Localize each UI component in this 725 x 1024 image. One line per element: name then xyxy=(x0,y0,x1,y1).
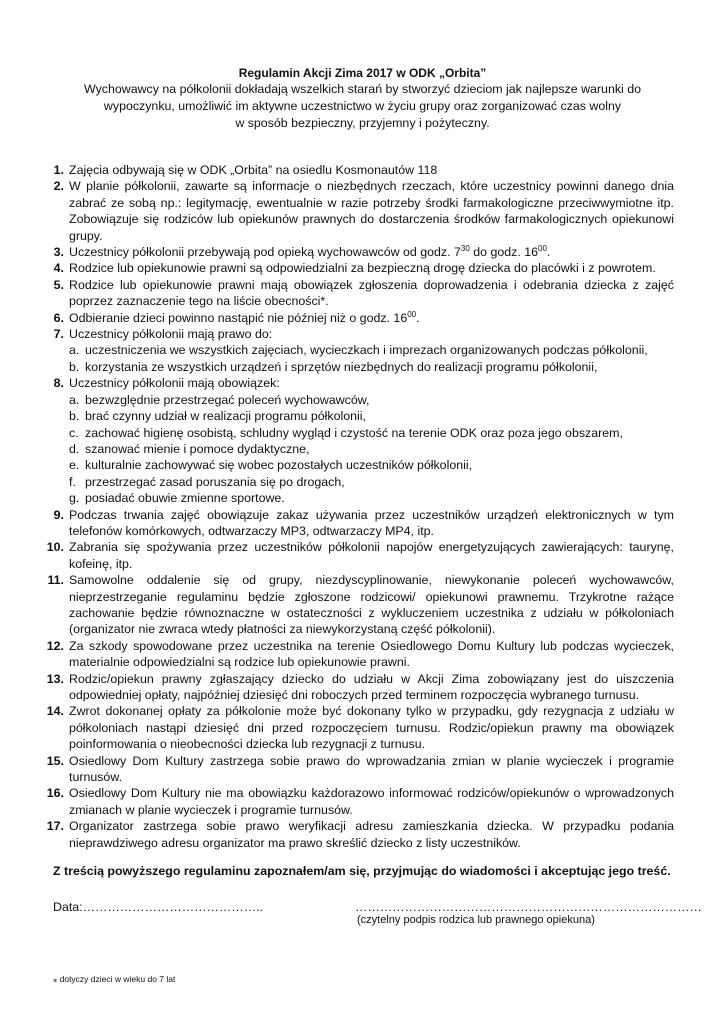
rule-text: . xyxy=(416,310,420,325)
rule-number: 8. xyxy=(53,376,64,391)
rule-text: Podczas trwania zajęć obowiązuje zakaz używania przez uczestników urządzeń elektronicznych w tym telefonów komórkowych, odtwarzaczy MP3, odtwarzaczy MP4, itp. xyxy=(69,507,674,538)
subitem-text: brać czynny udział w realizacji programu półkolonii, xyxy=(85,409,366,424)
rule-text: W planie półkolonii, zawarte są informacje o niezbędnych rzeczach, które uczestnicy powinni danego dnia zabrać ze sobą np.: legitymację, ewentualnie w razie potrzeby środki farmakologiczne przeciwwymiotne itp. Zobowiązuje się rodziców lub opiekunów prawnych do dostarczenia środków farmakologicznych opiekunowi grupy. xyxy=(69,179,674,243)
rule-number: 5. xyxy=(53,277,64,292)
signature-caption: (czytelny podpis rodzica lub prawnego opiekuna) xyxy=(357,914,595,926)
rule-7 xyxy=(0,326,674,342)
rule-number: 17. xyxy=(46,819,64,834)
rule-number: 6. xyxy=(53,310,64,325)
subitem-text: przestrzegać zasad poruszania się po drogach, xyxy=(85,474,345,489)
rule-6 xyxy=(0,310,674,326)
rule-text: Osiedlowy Dom Kultury nie ma obowiązku każdorazowo informować rodziców/opiekunów o wprowadzonych zmianach w planie wycieczek i programie turnusów. xyxy=(69,786,674,817)
rule-text: Zwrot dokonanej opłaty za półkolonie może być dokonany tylko w przypadku, gdy rezygnacja z udziału w półkoloniach nastąpi dziesięć dni przed rozpoczęciem turnusu. Rodzic/opiekun prawny ma obowiązek poinformowania o nieobecności dziecka lub rezygnacji z turnusu. xyxy=(69,704,674,752)
rule-text: Rodzice lub opiekunowie prawni mają obowiązek zgłoszenia doprowadzenia i odebrania dziecka z zajęć poprzez zaznaczenie tego na liście obecności*. xyxy=(69,277,674,309)
rule-8-subitem-e xyxy=(0,457,674,473)
rule-7-subitem-a xyxy=(0,342,674,358)
rule-9 xyxy=(0,507,674,540)
rule-2 xyxy=(0,178,674,244)
rule-11 xyxy=(0,572,674,638)
subitem-text: bezwzględnie przestrzegać poleceń wychowawców, xyxy=(85,392,370,407)
subitem-letter: f. xyxy=(69,474,76,489)
rule-text: do godz. 16 xyxy=(469,245,538,260)
rule-8-subitem-a xyxy=(0,392,674,408)
rule-text: Osiedlowy Dom Kultury zastrzega sobie prawo do wprowadzania zmian w planie wycieczek i programie turnusów. xyxy=(69,753,674,785)
rule-text: Za szkody spowodowane przez uczestnika na terenie Osiedlowego Domu Kultury lub podczas wycieczek, materialnie odpowiedzialni są rodzice lub opiekunowie prawni. xyxy=(69,638,674,670)
subitem-letter: b. xyxy=(69,359,80,374)
rule-14 xyxy=(0,703,674,752)
time-superscript: 00 xyxy=(407,309,417,319)
rule-5 xyxy=(0,277,674,310)
subitem-text: posiadać obuwie zmienne sportowe. xyxy=(85,491,285,506)
time-superscript: 00 xyxy=(538,243,547,253)
subitem-letter: g. xyxy=(69,491,80,506)
rule-text: Zajęcia odbywają się w ODK „Orbita” na osiedlu Kosmonautów 118 xyxy=(69,163,438,177)
rule-text: Organizator zastrzega sobie prawo weryfikacji adresu zamieszkania dziecka. W przypadku podania nieprawdziwego adresu organizator ma prawo skreślić dziecko z listy uczestników. xyxy=(69,819,674,850)
rule-number: 15. xyxy=(46,753,64,768)
rule-8 xyxy=(0,375,674,391)
rule-text: Uczestnicy półkolonii przebywają pod opieką wychowawców od godz. 7 xyxy=(69,245,461,260)
subitem-letter: d. xyxy=(69,441,80,456)
rule-text: Uczestnicy półkolonii mają prawo do: xyxy=(69,327,273,342)
rule-8-subitem-f xyxy=(0,474,674,490)
rule-number: 4. xyxy=(53,261,64,276)
time-superscript: 30 xyxy=(460,243,470,253)
rule-text: Samowolne oddalenie się od grupy, niezdyscyplinowanie, niewykonanie poleceń wychowawców, nieprzestrzeganie regulaminu będzie zgłoszone rodzicowi/ opiekunowi prawnemu. Trzykrotne rażące zachowanie będzie równoznaczne w ostateczności z wykluczeniem uczestnika z udziału w półkoloniach (organizator nie zwraca wtedy płatności za niewykorzystaną część półkolonii). xyxy=(69,573,674,637)
footnote: ⁎ dotyczy dzieci w wieku do 7 lat xyxy=(53,974,176,984)
rule-8-subitem-b xyxy=(0,408,674,424)
subitem-text: uczestniczenia we wszystkich zajęciach, wycieczkach i imprezach organizowanych podczas półkolonii, xyxy=(85,343,648,358)
rule-text: Zabrania się spożywania przez uczestników półkolonii napojów energetyzujących zawierających: taurynę, kofeinę, itp. xyxy=(69,540,674,571)
intro-line: wypoczynku, umożliwić im aktywne uczestnictwo w życiu grupy oraz zorganizować czas wolny xyxy=(103,99,622,113)
rule-12 xyxy=(0,638,674,671)
subitem-text: szanować mienie i pomoce dydaktyczne, xyxy=(85,441,310,456)
document-title: Regulamin Akcji Zima 2017 w ODK „Orbita” xyxy=(238,66,487,80)
subitem-letter: e. xyxy=(69,458,80,473)
intro-line: w sposób bezpieczny, przyjemny i pożyteczny. xyxy=(235,116,490,130)
subitem-letter: a. xyxy=(69,343,80,358)
rule-4 xyxy=(0,260,674,276)
subitem-letter: b. xyxy=(69,409,80,424)
rule-number: 2. xyxy=(53,179,64,194)
rule-8-subitem-c xyxy=(0,425,674,441)
rule-7-subitem-b xyxy=(0,359,674,375)
rule-text: Uczestnicy półkolonii mają obowiązek: xyxy=(69,376,280,391)
subitem-letter: c. xyxy=(69,425,79,440)
rule-17 xyxy=(0,818,674,851)
rule-1 xyxy=(0,162,674,178)
rule-number: 9. xyxy=(53,507,64,522)
rule-8-subitem-g xyxy=(0,490,674,506)
rule-text: Rodzic/opiekun prawny zgłaszający dziecko do udziału w Akcji Zima zobowiązany jest do uiszczenia odpowiedniej opłaty, najpóźniej dziesięć dni roboczych przed terminem rozpoczęcia wybranego turnusu. xyxy=(69,671,674,702)
intro-line: Wychowawcy na półkolonii dokładają wszelkich starań by stworzyć dzieciom jak najlepsze warunki do xyxy=(83,82,642,96)
date-field: Data:…………………………………….. xyxy=(53,900,263,914)
rule-number: 10. xyxy=(46,540,64,555)
rule-number: 3. xyxy=(53,245,64,260)
rule-8-subitem-d xyxy=(0,441,674,457)
rule-number: 11. xyxy=(47,573,64,588)
rule-text: Rodzice lub opiekunowie prawni są odpowiedzialni za bezpieczną drogę dziecka do placówki i z powrotem. xyxy=(69,261,656,276)
rule-13 xyxy=(0,671,674,704)
subitem-text: kulturalnie zachowywać się wobec pozostałych uczestników półkolonii, xyxy=(85,458,473,473)
acceptance-declaration: Z treścią powyższego regulaminu zapoznałem/am się, przyjmując do wiadomości i akceptując jego treść. xyxy=(53,864,671,878)
rule-number: 14. xyxy=(46,704,64,719)
rule-text: . xyxy=(546,245,551,260)
rule-number: 7. xyxy=(53,327,64,342)
rule-3 xyxy=(0,244,674,260)
rule-number: 1. xyxy=(53,163,64,177)
subitem-text: korzystania ze wszystkich urządzeń i sprzętów niezbędnych do realizacji programu półkolonii, xyxy=(85,359,598,374)
subitem-letter: a. xyxy=(69,392,80,407)
subitem-text: zachować higienę osobistą, schludny wygląd i czystość na terenie ODK oraz poza jego obszarem, xyxy=(85,425,623,440)
rule-10 xyxy=(0,539,674,572)
signature-line: ………………………………………………………………………… xyxy=(355,900,702,914)
intro-paragraph xyxy=(60,81,665,132)
rules-list xyxy=(0,162,725,851)
rule-text: Odbieranie dzieci powinno nastąpić nie później niż o godz. 16 xyxy=(69,310,408,325)
rule-number: 12. xyxy=(46,638,64,653)
rule-number: 16. xyxy=(46,786,64,801)
rule-15 xyxy=(0,753,674,786)
rule-number: 13. xyxy=(46,671,64,686)
rule-16 xyxy=(0,785,674,818)
